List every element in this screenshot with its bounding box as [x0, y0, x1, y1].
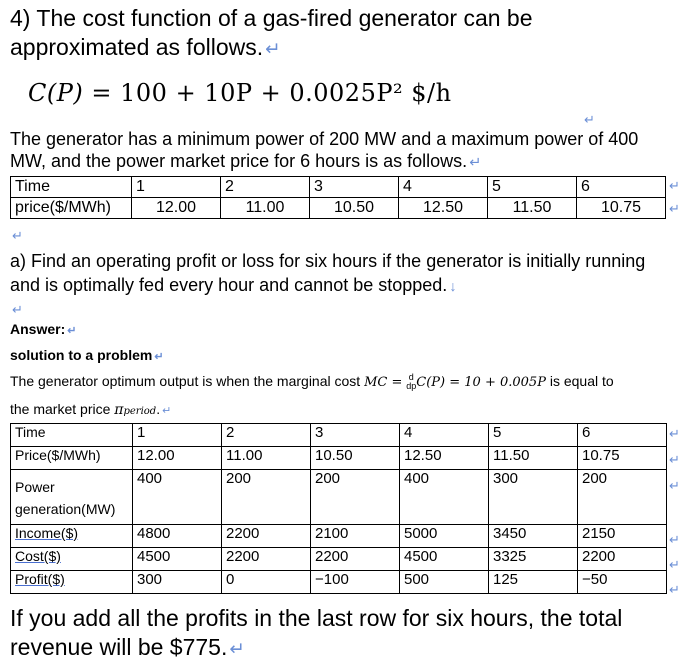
- row-label: Time: [11, 424, 133, 447]
- line-break-icon: ↓: [449, 279, 457, 295]
- paragraph-mark-icon: ↵: [669, 426, 680, 441]
- solution-label: solution to a problem ↵: [10, 347, 164, 363]
- power-cell: 200: [578, 470, 667, 525]
- row-label: Cost($): [11, 548, 133, 571]
- price-cell: 10.50: [311, 447, 400, 470]
- row-label: Power generation(MW): [11, 470, 133, 525]
- hour-cell: 1: [133, 424, 222, 447]
- paragraph-mark-icon: ↵: [154, 351, 164, 363]
- paragraph-mark-icon: ↵: [469, 155, 482, 171]
- profit-cell: −50: [578, 571, 667, 594]
- price-cell: 11.00: [221, 198, 310, 219]
- formula-lhs: C(P): [28, 79, 84, 107]
- price-label: price($/MWh): [11, 198, 132, 219]
- price-cell: 12.50: [399, 198, 488, 219]
- profit-cell: 300: [133, 571, 222, 594]
- hour-cell: 6: [577, 177, 666, 198]
- power-cell: 200: [222, 470, 311, 525]
- time-label: Time: [11, 177, 132, 198]
- hour-cell: 5: [488, 177, 577, 198]
- hour-cell: 5: [489, 424, 578, 447]
- row-label: Income($): [11, 525, 133, 548]
- cost-formula: [28, 79, 452, 107]
- cost-cell: 4500: [133, 548, 222, 571]
- price-cell: 12.00: [133, 447, 222, 470]
- power-cell: 400: [133, 470, 222, 525]
- cost-cell: 4500: [400, 548, 489, 571]
- paragraph-mark-icon: ↵: [669, 557, 680, 572]
- price-cell: 10.75: [577, 198, 666, 219]
- income-cell: 2150: [578, 525, 667, 548]
- income-cell: 2100: [311, 525, 400, 548]
- paragraph-mark-icon: ↵: [669, 201, 680, 216]
- power-cell: 400: [400, 470, 489, 525]
- market-price-text: the market price πperiod. ↵: [10, 401, 172, 418]
- price-cell: 11.50: [489, 447, 578, 470]
- paragraph-mark-icon: ↵: [162, 405, 172, 417]
- income-cell: 3450: [489, 525, 578, 548]
- price-cell: 12.50: [400, 447, 489, 470]
- hour-cell: 6: [578, 424, 667, 447]
- price-cell: 11.50: [488, 198, 577, 219]
- paragraph-mark-icon: ↵: [265, 38, 281, 59]
- cost-cell: 3325: [489, 548, 578, 571]
- result-table: [10, 423, 667, 594]
- paragraph-mark-icon: ↵: [669, 582, 680, 597]
- paragraph-mark-icon: ↵: [584, 112, 595, 127]
- question-a: a) Find an operating profit or loss for six hours if the generator is initially running and is optimally fed every hour and cannot be stopped. ↓: [10, 251, 646, 295]
- paragraph-mark-icon: ↵: [669, 478, 680, 493]
- paragraph-mark-icon: ↵: [229, 638, 245, 659]
- answer-label: Answer: ↵: [10, 321, 77, 337]
- table-row: [11, 571, 667, 594]
- conclusion: If you add all the profits in the last row for six hours, the total revenue will be $775. ↵: [10, 605, 623, 660]
- paragraph-mark-icon: ↵: [669, 452, 680, 467]
- mc-symbol: MC =: [364, 375, 403, 390]
- optimum-text: The generator optimum output is when the marginal cost MC = d dpC(P) = 10 + 0.005P is equal to: [10, 372, 614, 392]
- hour-cell: 2: [221, 177, 310, 198]
- problem-title: 4) The cost function of a gas-fired generator can be approximated as follows. ↵: [10, 5, 533, 60]
- row-label: Profit($): [11, 571, 133, 594]
- hour-cell: 3: [311, 424, 400, 447]
- price-cell: 10.50: [310, 198, 399, 219]
- profit-cell: 0: [222, 571, 311, 594]
- price-cell: 10.75: [578, 447, 667, 470]
- cost-cell: 2200: [311, 548, 400, 571]
- hour-cell: 4: [399, 177, 488, 198]
- cost-cell: 2200: [222, 548, 311, 571]
- hour-cell: 4: [400, 424, 489, 447]
- paragraph-mark-icon: ↵: [669, 532, 680, 547]
- paragraph-mark-icon: ↵: [12, 228, 23, 243]
- table-row: [11, 470, 667, 525]
- power-cell: 200: [311, 470, 400, 525]
- hour-cell: 1: [132, 177, 221, 198]
- table-row: [11, 447, 667, 470]
- mc-expression: C(P) = 10 + 0.005P: [416, 375, 546, 390]
- paragraph-mark-icon: ↵: [12, 302, 23, 317]
- formula-rhs: = 100 + 10P + 0.0025P² $/h: [91, 79, 452, 107]
- price-table: [10, 176, 666, 219]
- hour-cell: 3: [310, 177, 399, 198]
- price-cell: 12.00: [132, 198, 221, 219]
- profit-cell: 500: [400, 571, 489, 594]
- paragraph-mark-icon: ↵: [669, 178, 680, 193]
- income-cell: 2200: [222, 525, 311, 548]
- price-table-price-row: [11, 198, 666, 219]
- paragraph-mark-icon: ↵: [67, 325, 77, 337]
- income-cell: 5000: [400, 525, 489, 548]
- table-row: [11, 525, 667, 548]
- row-label: Price($/MWh): [11, 447, 133, 470]
- derivative-fraction: d dp: [406, 372, 417, 392]
- problem-description: The generator has a minimum power of 200 MW and a maximum power of 400 MW, and the power market price for 6 hours is as follows. ↵: [10, 129, 639, 171]
- price-table-time-row: [11, 177, 666, 198]
- power-cell: 300: [489, 470, 578, 525]
- income-cell: 4800: [133, 525, 222, 548]
- hour-cell: 2: [222, 424, 311, 447]
- table-row: [11, 548, 667, 571]
- price-cell: 11.00: [222, 447, 311, 470]
- profit-cell: 125: [489, 571, 578, 594]
- cost-cell: 2200: [578, 548, 667, 571]
- table-row: [11, 424, 667, 447]
- profit-cell: −100: [311, 571, 400, 594]
